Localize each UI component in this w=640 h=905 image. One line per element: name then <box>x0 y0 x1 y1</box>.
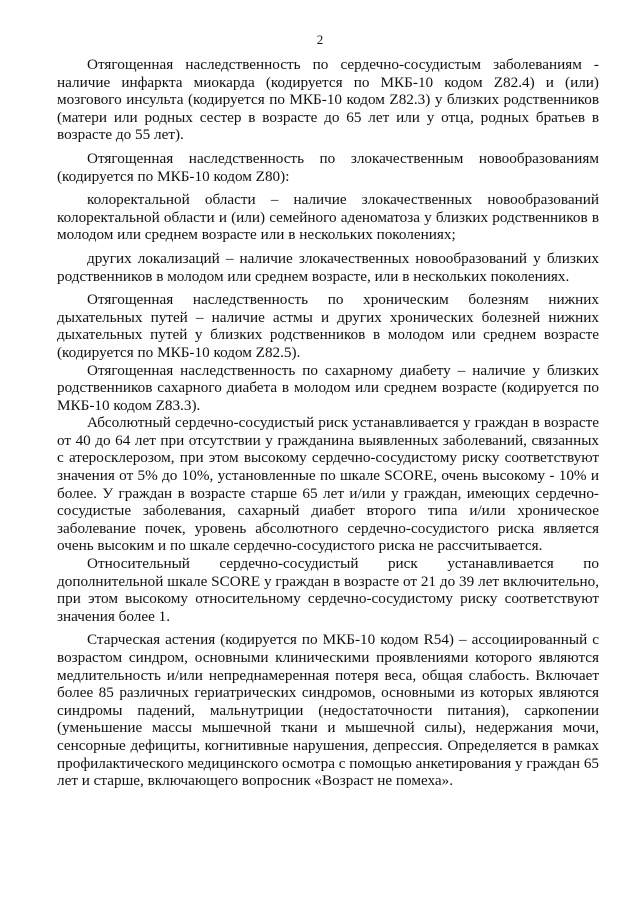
paragraph-cardiovascular-heredity: Отягощенная наследственность по сердечно-сосудистым заболеваниям - наличие инфаркта миокарда (кодируется по МКБ-10 кодом Z82.4) и (или) мозгового инсульта (кодируется по МКБ-10 кодом Z82.3) у близких родственников (матери или родных сестер в возрасте до 65 лет или у отца, родных братьев в возрасте до 55 лет). <box>57 56 599 144</box>
paragraph-absolute-risk: Абсолютный сердечно-сосудистый риск устанавливается у граждан в возрасте от 40 до 64 лет при отсутствии у гражданина выявленных заболеваний, связанных с атеросклерозом, при этом высокому сердечно-сосудистому риску соответствуют значения от 5% до 10%, установленные по шкале SCORE, очень высокому - 10% и более. У граждан в возрасте старше 65 лет и/или у граждан, имеющих сердечно-сосудистые заболевания, сахарный диабет второго типа и/или хроническое заболевание почек, уровень абсолютного сердечно-сосудистого риска является очень высоким и по шкале сердечно-сосудистого риска не рассчитывается. <box>57 414 599 555</box>
page-number: 2 <box>316 32 324 47</box>
paragraph-oncology-heredity: Отягощенная наследственность по злокачественным новообразованиям (кодируется по МКБ-10 кодом Z80): <box>57 149 599 185</box>
paragraph-diabetes-heredity: Отягощенная наследственность по сахарному диабету – наличие у близких родственников сахарного диабета в молодом или среднем возрасте (кодируется по МКБ-10 кодом Z83.3). <box>57 361 599 414</box>
paragraph-respiratory-heredity: Отягощенная наследственность по хроническим болезням нижних дыхательных путей – наличие астмы и других хронических болезней нижних дыхательных путей у близких родственников в молодом или среднем возрасте (кодируется по МКБ-10 кодом Z82.5). <box>57 291 599 361</box>
paragraph-colorectal: колоректальной области – наличие злокачественных новообразований колоректальной области и (или) семейного аденоматоза у близких родственников в молодом или среднем возрасте или в нескольких поколениях; <box>57 191 599 244</box>
document-body <box>57 56 599 790</box>
paragraph-senile-asthenia: Старческая астения (кодируется по МКБ-10 кодом R54) – ассоциированный с возрастом синдром, основными клиническими проявлениями которого являются медлительность и/или непреднамеренная потеря веса, общая слабость. Включает более 85 различных гериатрических синдромов, основными из которых являются синдромы падений, мальнутриции (недостаточности питания), саркопении (уменьшение массы мышечной ткани и мышечной силы), недержания мочи, сенсорные дефициты, когнитивные нарушения, депрессия. Определяется в рамках профилактического медицинского осмотра с помощью анкетирования у граждан 65 лет и старше, включающего вопросник «Возраст не помеха». <box>57 631 600 790</box>
paragraph-other-localizations: других локализаций – наличие злокачественных новообразований у близких родственников в молодом или среднем возрасте, или в нескольких поколениях. <box>57 249 599 285</box>
paragraph-relative-risk: Относительный сердечно-сосудистый риск устанавливается по дополнительной шкале SCORE у граждан в возрасте от 21 до 39 лет включительно, при этом высокому относительному сердечно-сосудистому риску соответствуют значения более 1. <box>57 555 599 625</box>
